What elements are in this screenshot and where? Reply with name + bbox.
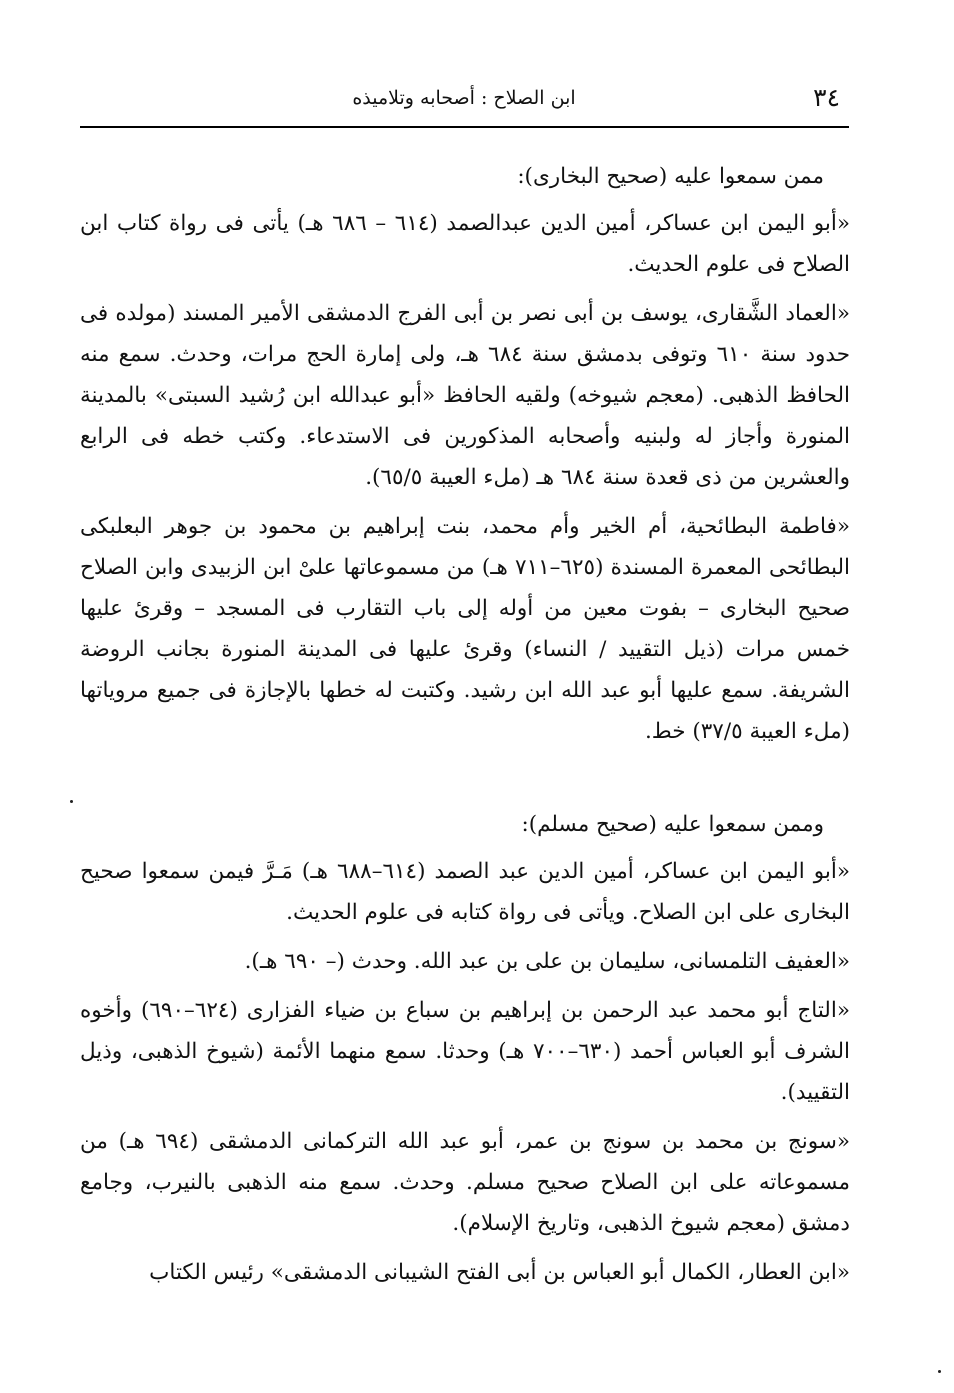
entry-abu-al-yaman-muslim: «أبو اليمن ابن عساكر، أمين الدين عبد الصمد (٦١٤–٦٨٨ هـ) مَـرَّ فيمن سمعوا صحيح البخارى على ابن الصلاح. ويأتى فى رواة كتابه فى علوم الحديث. (80, 859, 850, 925)
scan-speck (70, 800, 73, 803)
running-title: ابن الصلاح : أصحابه وتلاميذه (352, 87, 576, 109)
entry-al-taj-al-fazari: «التاج أبو محمد عبد الرحمن بن إبراهيم بن سباع بن ضياء الفزارى (٦٢٤–٦٩٠) وأخوه الشرف أبو العباس أحمد (٦٣٠–٧٠٠ هـ) وحدثا. سمع منهما الأئمة (شيوخ الذهبى، وذيل التقييد). (80, 998, 851, 1105)
section-gap (80, 760, 850, 798)
section-heading-muslim: وممن سمعوا عليه (صحيح مسلم): (521, 812, 824, 837)
page-header (80, 78, 848, 124)
page-body (80, 150, 850, 1301)
header-rule (80, 126, 849, 128)
section-heading-bukhari: ممن سمعوا عليه (صحيح البخارى): (517, 164, 824, 189)
entry-ibn-al-attar: «ابن العطار، الكمال أبو العباس بن أبى الفتح الشيبانى الدمشقى» رئيس الكتاب (149, 1260, 850, 1285)
entry-fatima-al-bataihiyya: «فاطمة البطائحية، أم الخير وأم محمد، بنت إبراهيم بن محمود بن جوهر البعلبكى البطائحى المعمرة المسندة (٦٢٥–٧١١ هـ) من مسموعاتها علىْ ابن الزبيدى وابن الصلاح صحيح البخارى – بفوت معين من أوله إلى باب التقارب فى المسجد – وقرئ عليها خمس مرات (ذيل التقييد / النساء) وقرئ عليها فى المدينة المنورة بجانب الروضة الشريفة. سمع عليها أبو عبد الله ابن رشيد. وكتبت له خطها بالإجازة فى جميع مروياتها (ملء العيبة ٣٧/٥) خط. (80, 514, 850, 744)
entry-sunj-al-turkmani: «سونج بن محمد بن سونج بن عمر، أبو عبد الله التركمانى الدمشقى (٦٩٤ هـ) من مسموعاته على ابن الصلاح صحيح مسلم. وحدث. سمع منه الذهبى بالنيرب، وجامع دمشق (معجم شيوخ الذهبى، وتاريخ الإسلام). (80, 1129, 851, 1236)
page-number: ٣٤ (813, 83, 840, 112)
entry-al-afif-al-tilimsani: «العفيف التلمسانى، سليمان بن على بن عبد الله. وحدث (– ٦٩٠ هـ). (244, 949, 850, 974)
scan-speck (938, 1370, 941, 1373)
entry-al-imad-al-shaqqari: «العماد الشَّقارى، يوسف بن أبى نصر بن أبى الفرج الدمشقى الأمير المسند (مولده فى حدود سنة ٦١٠ وتوفى بدمشق سنة ٦٨٤ هـ، ولى إمارة الحج مرات، وحدث. سمع منه الحافظ الذهبى. (معجم شيوخه) ولقيه الحافظ «أبو عبدالله ابن رُشيد السبتى» بالمدينة المنورة وأجاز له ولبنيه وأصحابه المذكورين فى الاستدعاء. وكتب خطه فى الرابع والعشرين من ذى قعدة سنة ٦٨٤ هـ (ملء العيبة ٦٥/٥). (80, 301, 850, 490)
entry-abu-al-yaman: «أبو اليمن ابن عساكر، أمين الدين عبدالصمد (٦١٤ – ٦٨٦ هـ) يأتى فى رواة كتاب ابن الصلاح فى علوم الحديث. (80, 211, 850, 277)
